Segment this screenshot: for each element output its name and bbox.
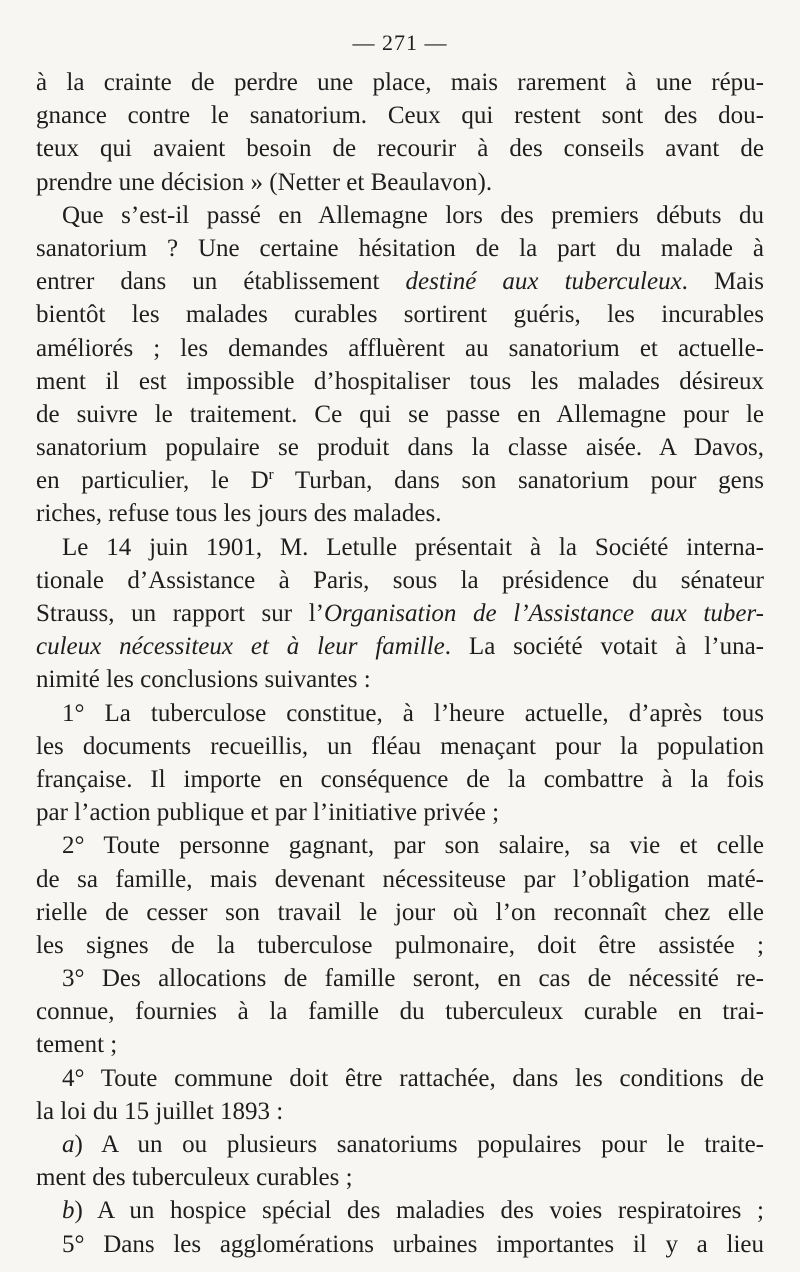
text-line [36,497,764,530]
text-line [36,564,764,597]
text-segment: gnance contre le sanatorium. Ceux qui restent sont des dou- [36,102,764,130]
body-text [36,66,764,1261]
text-line [36,332,764,365]
text-segment: Que s’est-il passé en Allemagne lors des premiers débuts du [62,201,764,229]
italic-text: destiné aux tuberculeux [405,268,682,296]
text-line [36,464,764,497]
text-segment: améliorés ; les demandes affluèrent au sanatorium et actuelle- [36,334,764,362]
text-line [36,597,764,630]
text-segment: 3° Des allocations de famille seront, en cas de nécessité re- [62,965,764,993]
text-segment: la loi du 15 juillet 1893 : [36,1097,284,1125]
text-line [36,1028,764,1061]
text-line [36,697,764,730]
text-line [36,763,764,796]
text-segment: tement ; [36,1031,118,1059]
text-line [36,962,764,995]
italic-text: culeux nécessiteux et à leur famille [36,633,445,661]
text-line [36,99,764,132]
text-line [36,265,764,298]
text-segment: teux qui avaient besoin de recourir à des conseils avant de [36,135,764,163]
italic-text: b [62,1197,75,1225]
text-line [36,896,764,929]
text-line [36,1228,764,1261]
text-segment: les documents recueillis, un fléau menaçant pour la population [36,732,764,760]
text-segment: de sa famille, mais devenant nécessiteuse par l’obligation maté- [36,865,764,893]
text-line [36,431,764,464]
text-segment: bientôt les malades curables sortirent guéris, les incurables [36,301,764,329]
text-line [36,863,764,896]
text-line [36,995,764,1028]
text-line [36,66,764,99]
text-segment: de suivre le traitement. Ce qui se passe en Allemagne pour le [36,400,764,428]
text-segment: française. Il importe en conséquence de la combattre à la fois [36,765,764,793]
page-number: — 271 — [352,30,448,55]
text-segment: rielle de cesser son travail le jour où l’on reconnaît chez elle [36,898,764,926]
text-segment: à la crainte de perdre une place, mais rarement à une répu- [36,69,764,96]
text-segment: sanatorium ? Une certaine hésitation de la part du malade à [36,234,764,262]
text-line [36,1062,764,1095]
text-segment: . Mais [681,268,765,296]
text-line [36,663,764,696]
text-segment: 2° Toute personne gagnant, par son salaire, sa vie et celle [62,832,764,860]
text-segment: 1° La tuberculose constitue, à l’heure actuelle, d’après tous [62,699,764,727]
text-line [36,232,764,265]
text-line [36,199,764,232]
text-segment: tionale d’Assistance à Paris, sous la présidence du sénateur [36,566,764,594]
text-segment: les signes de la tuberculose pulmonaire, doit être assistée ; [36,931,764,959]
text-segment: ) A un ou plusieurs sanatoriums populaires pour le traite- [74,1131,764,1158]
text-segment: Turban, dans son sanatorium pour gens [273,467,764,495]
text-segment: 4° Toute commune doit être rattachée, dans les conditions de [62,1064,764,1092]
text-segment: connue, fournies à la famille du tuberculeux curable en trai- [36,998,764,1026]
text-line [36,1194,764,1227]
text-line [36,1128,764,1161]
text-line [36,531,764,564]
text-line [36,298,764,331]
text-line [36,1161,764,1194]
superscript-text: r [268,467,274,484]
text-segment: ment des tuberculeux curables ; [36,1164,353,1192]
text-line [36,166,764,199]
text-segment: ment il est impossible d’hospitaliser tous les malades désireux [36,367,764,395]
text-line [36,829,764,862]
text-segment: 5° Dans les agglomérations urbaines importantes il y a lieu [62,1230,764,1258]
text-segment: ) A un hospice spécial des maladies des voies respiratoires ; [74,1197,764,1225]
text-segment: . La société votait à l’una- [444,633,764,661]
text-segment: prendre une décision » (Netter et Beaulavon). [36,168,493,196]
text-line [36,1095,764,1128]
text-line [36,398,764,431]
text-segment: en particulier, le D [36,467,269,495]
text-segment: riches, refuse tous les jours des malades. [36,500,442,528]
text-segment: par l’action publique et par l’initiative privée ; [36,799,500,827]
text-segment: sanatorium populaire se produit dans la classe aisée. A Davos, [36,434,764,462]
text-segment: Le 14 juin 1901, M. Letulle présentait à la Société interna- [62,533,764,561]
italic-text: Organisation de l’Assistance aux tuber- [323,600,764,627]
text-line [36,365,764,398]
text-line [36,796,764,829]
text-segment: Strauss, un rapport sur l’ [36,600,324,627]
text-line [36,730,764,763]
italic-text: a [62,1131,75,1158]
text-segment: entrer dans un établissement [36,268,406,296]
text-line [36,132,764,165]
text-line [36,929,764,962]
text-segment: nimité les conclusions suivantes : [36,666,371,694]
text-line [36,630,764,663]
